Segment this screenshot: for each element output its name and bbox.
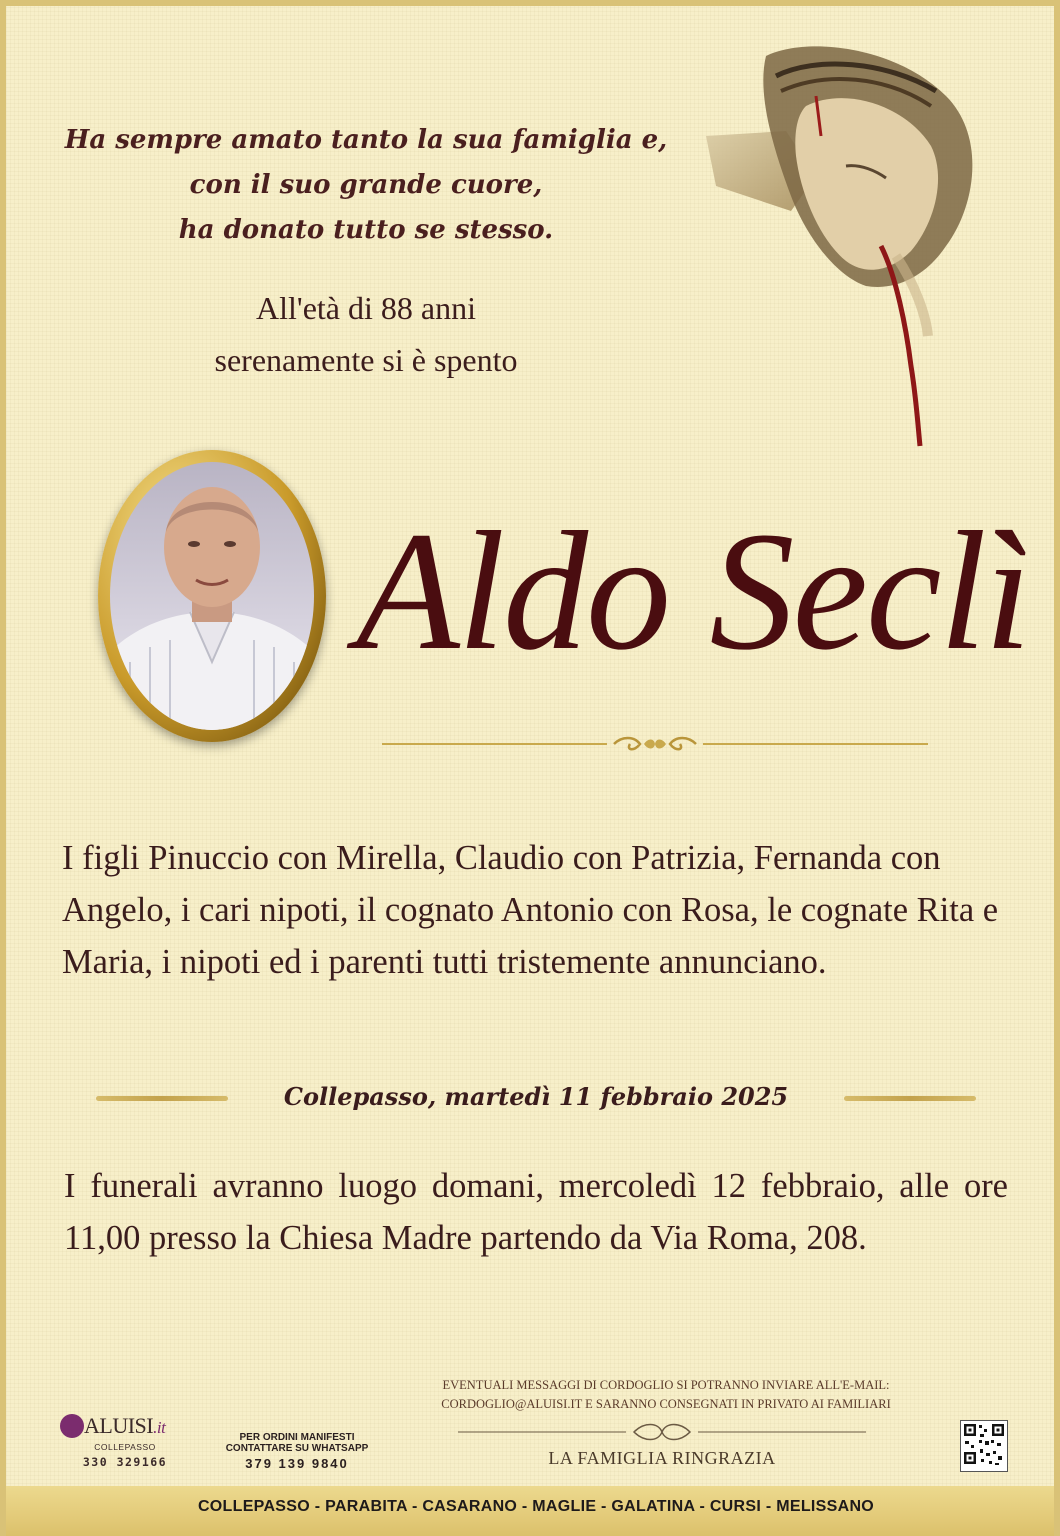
quote-line-3: ha donato tutto se stesso. — [178, 215, 554, 245]
christ-crown-of-thorns-image — [696, 36, 996, 456]
family-thanks: LA FAMIGLIA RINGRAZIA — [548, 1448, 776, 1468]
agency-name-text: ALUISI — [84, 1413, 154, 1438]
date-location: Collepasso, martedì 11 febbraio 2025 — [283, 1082, 789, 1111]
orders-info — [206, 1432, 388, 1473]
funeral-text: I funerali avranno luogo domani, mercoledì 12 febbraio, alle ore 11,00 presso la Chiesa Madre partendo da Via Roma, 208. — [64, 1167, 1008, 1257]
orders-line-2: CONTATTARE SU WHATSAPP — [225, 1443, 369, 1454]
agency-phone: 330 329166 — [82, 1455, 168, 1469]
orders-phone: 379 139 9840 — [245, 1456, 349, 1471]
condolence-messages-info — [386, 1376, 946, 1414]
messages-line-1: EVENTUALI MESSAGGI DI CORDOGLIO SI POTRANNO INVIARE ALL'E-MAIL: — [442, 1378, 890, 1392]
agency-name — [84, 1412, 165, 1442]
memorial-quote — [46, 118, 686, 253]
qr-code-icon — [961, 1421, 1007, 1471]
footer-locations: COLLEPASSO - PARABITA - CASARANO - MAGLIE - GALATINA - CURSI - MELISSANO — [197, 1498, 875, 1515]
agency-location: COLLEPASSO — [94, 1442, 156, 1452]
age-line-2: serenamente si è spento — [214, 342, 518, 378]
age-statement — [46, 282, 686, 386]
messages-line-2: CORDOGLIO@ALUISI.IT E SARANNO CONSEGNATI IN PRIVATO AI FAMILIARI — [441, 1397, 891, 1411]
family-announcement: I figli Pinuccio con Mirella, Claudio con Patrizia, Fernanda con Angelo, i cari nipoti, il cognato Antonio con Rosa, le cognate Rita e Maria, i nipoti ed i parenti tutti tristemente annunciano. — [62, 839, 999, 981]
agency-mark-icon — [60, 1414, 84, 1438]
deceased-name: Aldo Seclì — [356, 497, 1030, 685]
agency-logo — [60, 1412, 190, 1474]
age-line-1: All'età di 88 anni — [256, 290, 476, 326]
funeral-details — [64, 1160, 1008, 1264]
small-ornamental-divider — [458, 1420, 866, 1444]
deceased-portrait-photo — [110, 462, 314, 730]
orders-line-1: PER ORDINI MANIFESTI — [239, 1432, 355, 1443]
ornamental-divider — [382, 734, 928, 754]
quote-line-1: Ha sempre amato tanto la sua famiglia e, — [64, 125, 668, 155]
quote-line-2: con il suo grande cuore, — [189, 170, 543, 200]
qr-code[interactable] — [960, 1420, 1008, 1472]
date-row — [96, 1078, 976, 1118]
date-right-bar — [844, 1096, 976, 1101]
agency-domain: .it — [153, 1418, 166, 1437]
